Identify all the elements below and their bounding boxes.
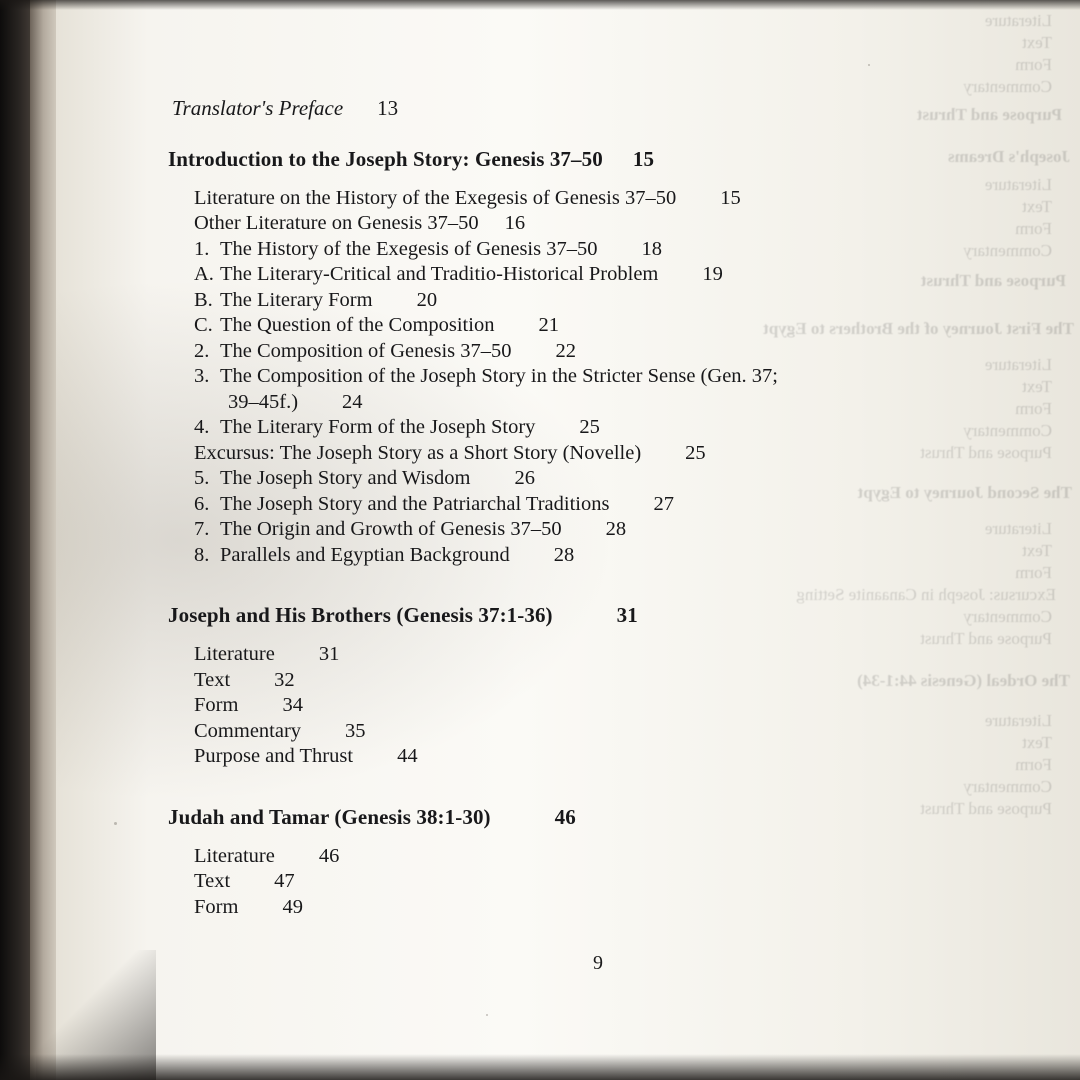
toc-section-judah-and-tamar [168,844,1028,921]
running-head [168,96,1028,122]
showthrough-line: Text [1022,197,1052,216]
toc-entry-label: The Composition of Genesis 37–50 [220,339,512,362]
toc-entry-number: B. [194,288,213,311]
toc-chapter-title: Judah and Tamar (Genesis 38:1-30) [168,804,491,829]
toc-entry-label: Purpose and Thrust [194,745,354,767]
bottom-edge-shadow [0,1054,1080,1080]
toc-entry-page: 21 [538,314,559,336]
toc-entry-label: Form [194,895,239,918]
showthrough-line: Commentary [963,777,1052,796]
toc-entry-label: Parallels and Egyptian Background [220,543,510,566]
toc-entry[interactable] [168,211,1028,237]
paper-speck [486,1014,488,1016]
toc-entry-excursus[interactable] [168,441,1028,467]
toc-entry[interactable] [168,642,1028,668]
page-folio-number: 9 [593,952,603,974]
showthrough-line: Literature [984,175,1052,194]
toc-entry-number: 4. [194,416,210,438]
showthrough-line: Literature [984,355,1052,374]
toc-entry[interactable] [168,492,1028,518]
toc-entry-number: 8. [194,543,210,566]
toc-entry-page: 35 [345,719,366,742]
showthrough-line: Form [1015,399,1052,418]
toc-entry-page: 16 [504,212,526,234]
section-spacer [168,770,1028,804]
toc-chapter-heading[interactable] [168,602,1028,628]
showthrough-line: Purpose and Thrust [920,271,1066,290]
toc-entry[interactable] [168,844,1028,870]
toc-entry-number: 5. [194,467,210,489]
showthrough-line: Commentary [963,241,1052,260]
toc-entry[interactable] [168,415,1028,441]
showthrough-line: Commentary [963,607,1052,626]
paper-speck [868,64,870,66]
toc-section-introduction [168,186,1028,569]
toc-entry[interactable] [168,288,1028,314]
showthrough-line: Literature [984,11,1052,30]
toc-entry-label: Literature on the History of the Exegesis of Genesis 37–50 [194,186,677,209]
toc-entry[interactable] [168,466,1028,492]
toc-entry-number: 1. [194,237,210,260]
toc-entry-page: 28 [553,543,575,566]
top-edge-shadow [0,0,1080,10]
showthrough-line: Commentary [963,77,1052,96]
toc-entry-page: 44 [397,745,418,767]
toc-entry[interactable] [168,744,1028,770]
toc-entry-label: Other Literature on Genesis 37–50 [194,212,479,234]
toc-entry-page: 25 [579,416,600,438]
toc-chapter-page: 31 [616,603,638,627]
toc-entry-page: 32 [274,668,295,691]
toc-entry-page: 28 [605,518,627,540]
toc-entry-page: 46 [318,844,340,867]
paper-speck [114,822,117,825]
showthrough-line: Purpose and Thrust [920,443,1052,462]
toc-entry-label: The Question of the Composition [220,314,495,336]
toc-entry-label: The History of the Exegesis of Genesis 37–50 [220,237,598,260]
toc-entry[interactable] [168,364,984,415]
showthrough-line: Commentary [963,421,1052,440]
toc-chapter-page: 46 [554,804,576,829]
showthrough-line: Text [1022,541,1052,560]
toc-entry[interactable] [168,237,1028,263]
toc-entry[interactable] [168,186,1028,212]
toc-entry[interactable] [168,869,1028,895]
showthrough-line: Literature [984,519,1052,538]
toc-entry-label: Literature [194,844,275,867]
toc-entry-label: Form [194,694,239,716]
toc-entry-number: 7. [194,518,210,540]
showthrough-line: Purpose and Thrust [920,799,1052,818]
showthrough-line: Purpose and Thrust [916,105,1062,124]
page-surface [56,0,1080,1080]
toc-entry-label: Text [194,870,231,892]
toc-chapter-title: Introduction to the Joseph Story: Genesis 37–50 [168,146,603,171]
showthrough-line: Excursus: Joseph in Canaanite Setting [796,585,1056,604]
toc-entry-label: The Literary-Critical and Traditio-Historical Problem [220,263,659,285]
toc-entry[interactable] [168,313,1028,339]
toc-entry-number: C. [194,314,213,336]
toc-chapter-title: Joseph and His Brothers (Genesis 37:1-36) [168,603,553,627]
running-head-page: 13 [377,96,399,120]
toc-entry-number: 6. [194,492,210,515]
toc-entry-number: 2. [194,339,210,362]
toc-entry-page: 34 [282,694,303,716]
toc-entry-label-wrap: 39–45f.) [228,390,299,413]
toc-entry[interactable] [168,517,1028,543]
toc-entry-page: 19 [702,263,723,285]
toc-chapter-page: 15 [632,146,655,171]
running-head-title: Translator's Preface [172,96,344,120]
toc-chapter-heading[interactable] [168,146,1028,172]
toc-entry-number: 3. [194,365,210,387]
toc-entry[interactable] [168,668,1028,694]
showthrough-line: The Ordeal (Genesis 44:1-34) [857,671,1070,690]
toc-entry-page: 49 [282,895,303,918]
toc-entry-page: 27 [653,492,674,515]
toc-entry-page: 31 [318,643,340,665]
toc-entry-label: The Origin and Growth of Genesis 37–50 [220,518,562,540]
showthrough-line: Literature [984,711,1052,730]
showthrough-line: Joseph's Dreams [948,147,1070,166]
showthrough-line: Form [1015,55,1052,74]
toc-entry[interactable] [168,339,1028,365]
toc-entry-page: 20 [416,288,438,311]
showthrough-line: The Second Journey to Egypt [857,483,1072,502]
toc-entry-label: The Joseph Story and Wisdom [220,467,471,489]
showthrough-line: Text [1022,733,1052,752]
showthrough-line: Text [1022,33,1052,52]
toc-entry-label: Commentary [194,719,302,742]
showthrough-line: The First Journey of the Brothers to Egypt [763,319,1074,338]
toc-entry[interactable] [168,543,1028,569]
toc-entry-label: Text [194,668,231,691]
toc-entry-label: Literature [194,643,275,665]
toc-entry-label: The Joseph Story and the Patriarchal Traditions [220,492,610,515]
toc-section-joseph-and-his-brothers [168,642,1028,770]
showthrough-line: Form [1015,755,1052,774]
toc-entry-page: 26 [514,467,535,489]
toc-entry-page: 22 [555,339,577,362]
toc-entry[interactable] [168,262,1028,288]
toc-entry[interactable] [168,719,1028,745]
showthrough-line: Form [1015,563,1052,582]
toc-entry[interactable] [168,895,1028,921]
toc-entry-page: 15 [720,186,741,209]
toc-entry-label: The Literary Form of the Joseph Story [220,416,536,438]
showthrough-line: Purpose and Thrust [920,629,1052,648]
toc-entry-label-continued [194,390,984,416]
toc-entry-page: 25 [685,441,706,464]
toc-entry-page: 47 [274,870,295,892]
toc-chapter-heading[interactable] [168,804,1028,830]
toc-entry-page: 18 [641,237,662,260]
toc-entry[interactable] [168,693,1028,719]
showthrough-line: Text [1022,377,1052,396]
showthrough-line: Form [1015,219,1052,238]
toc-entry-label: Excursus: The Joseph Story as a Short Story (Novelle) [194,441,642,464]
toc-entry-label: The Composition of the Joseph Story in the Stricter Sense (Gen. 37; [220,365,778,387]
table-of-contents [168,96,1028,974]
toc-entry-number: A. [194,263,214,285]
toc-entry-page: 24 [342,390,363,413]
toc-entry-label: The Literary Form [220,288,373,311]
section-spacer [168,568,1028,602]
